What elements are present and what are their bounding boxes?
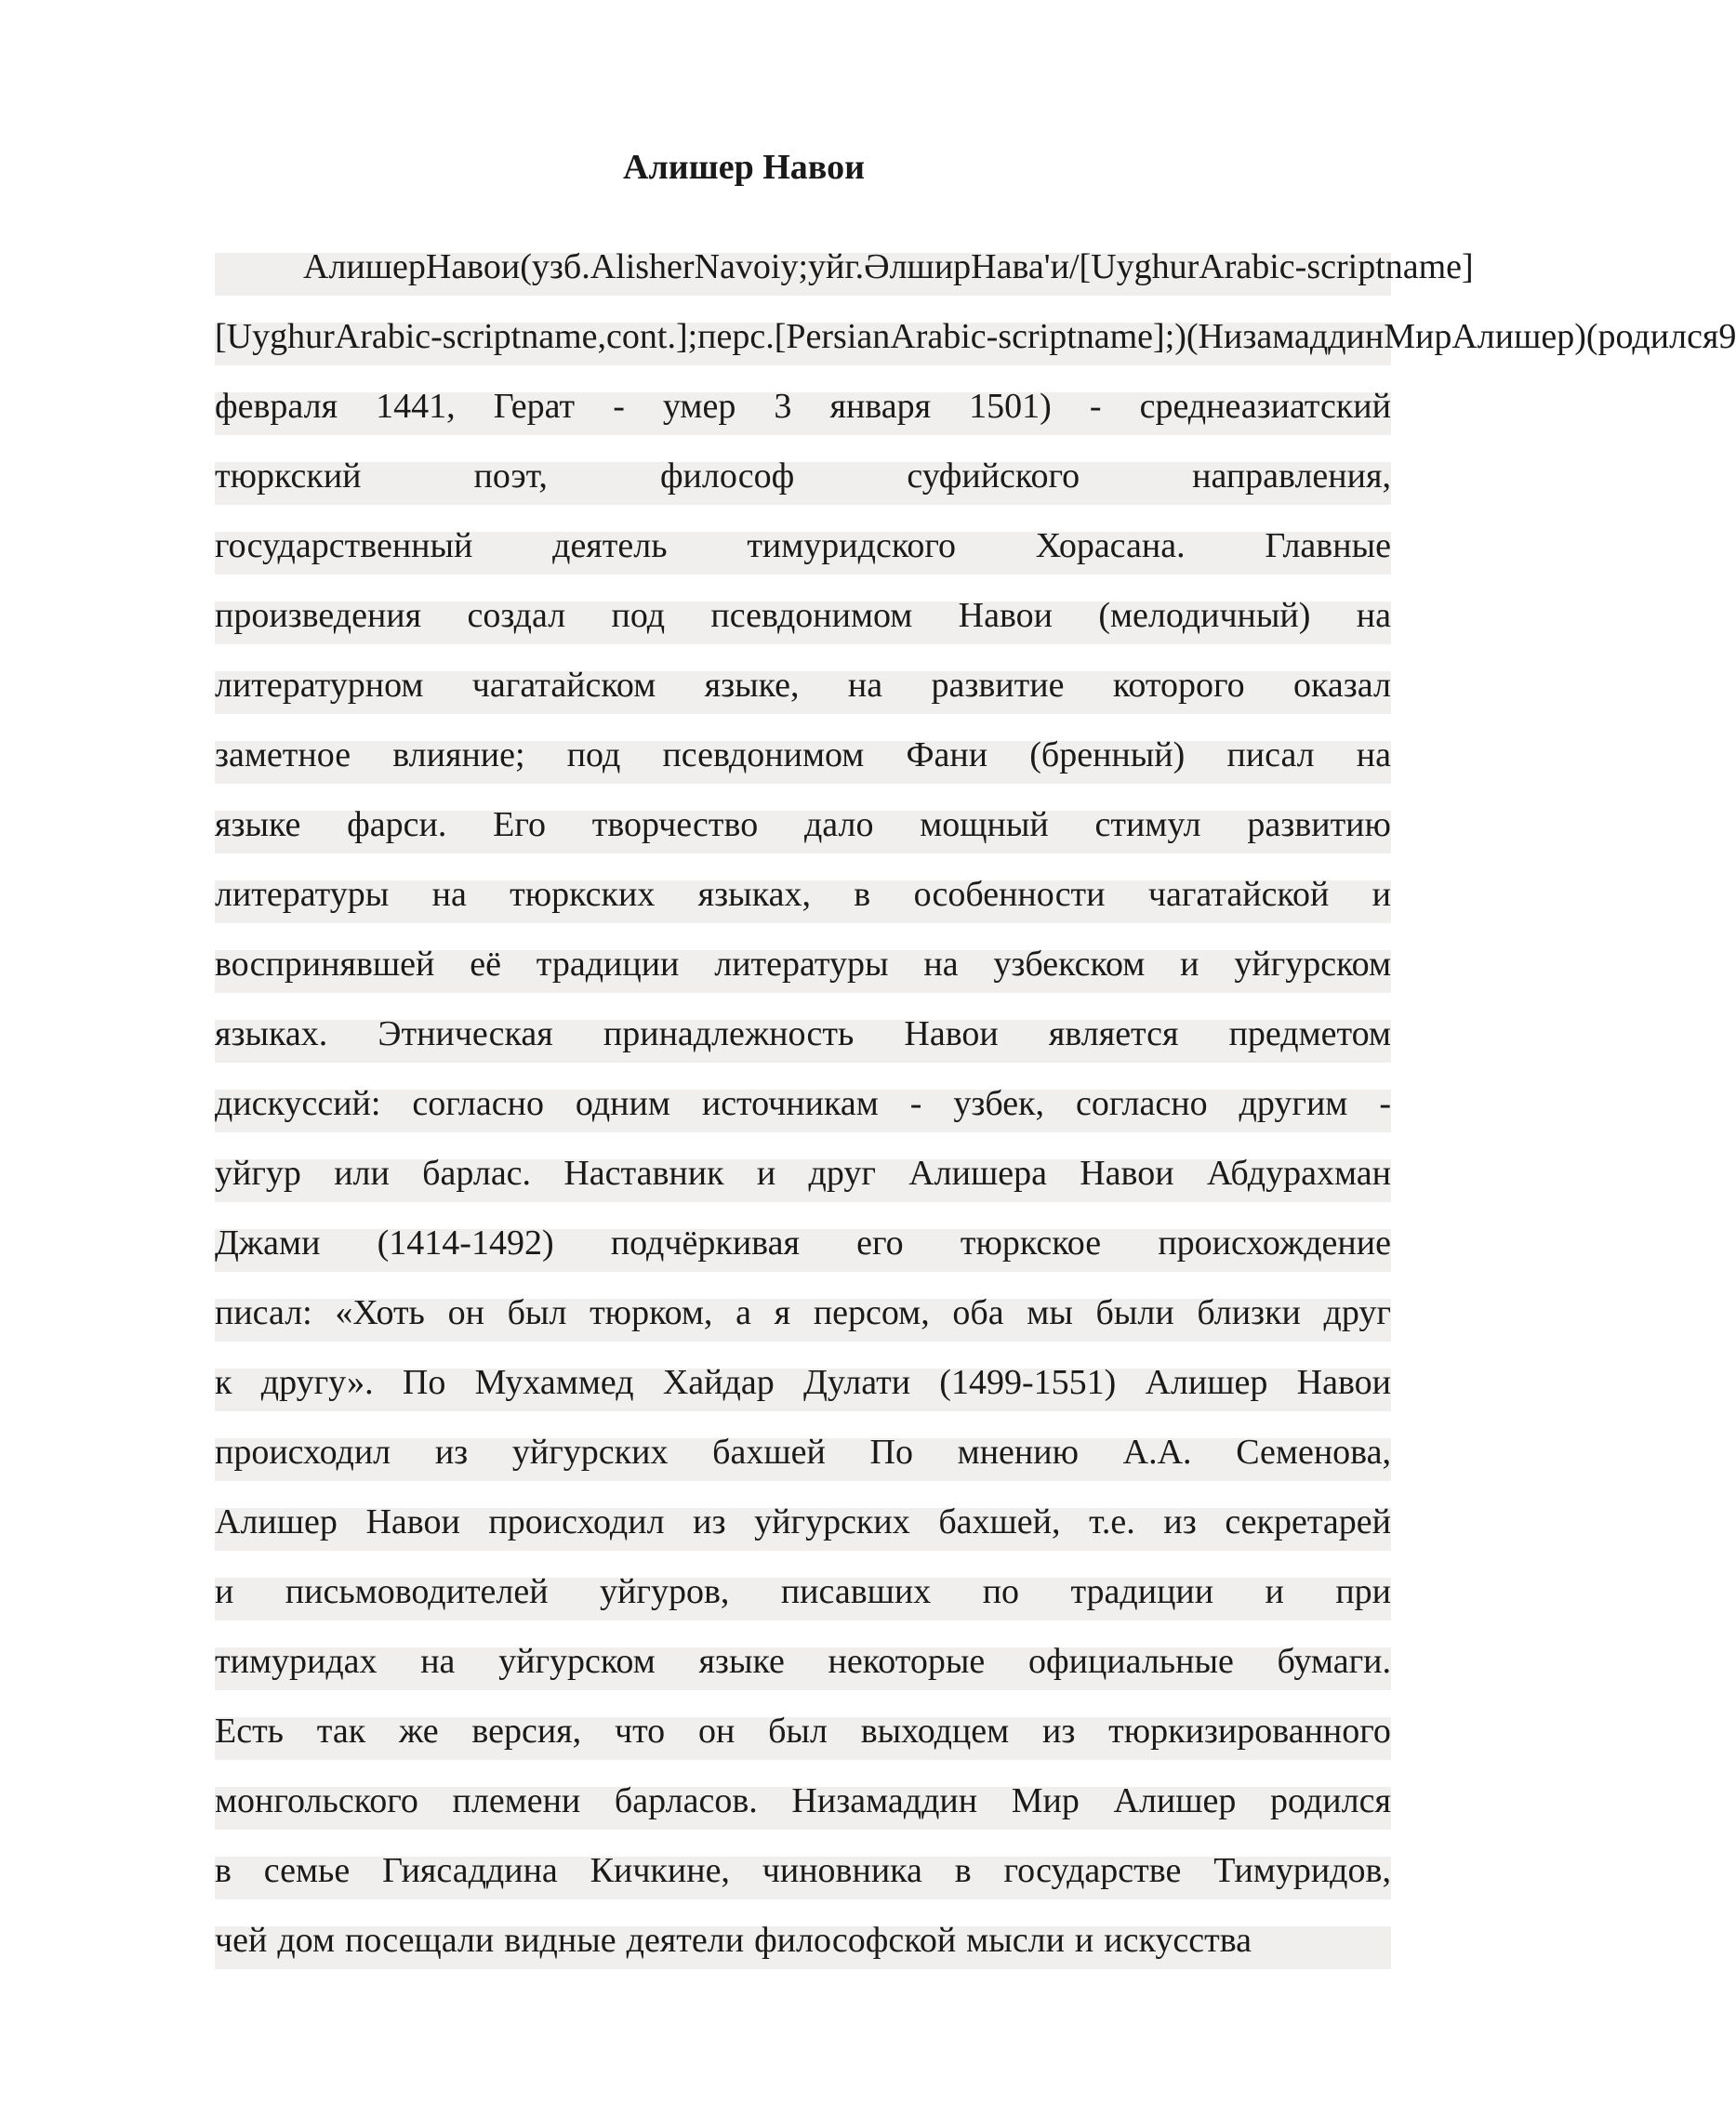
word: персом, xyxy=(813,1293,930,1332)
word: источникам xyxy=(701,1084,879,1123)
word: в xyxy=(215,1851,232,1890)
word: барлас. xyxy=(422,1154,532,1193)
paragraph-line xyxy=(215,1209,1391,1278)
word: тюркизированного xyxy=(1108,1712,1391,1751)
word: (1414-1492) xyxy=(377,1223,554,1263)
word: Навои xyxy=(904,1014,999,1053)
word: что xyxy=(614,1712,666,1751)
word: Герат xyxy=(493,387,576,426)
word: По xyxy=(869,1433,913,1472)
word: на xyxy=(923,945,959,984)
word: друг xyxy=(808,1154,876,1193)
word: заметное xyxy=(215,735,351,774)
word: Навои xyxy=(425,247,521,286)
word: одним xyxy=(575,1084,670,1123)
word: языках, xyxy=(697,875,811,914)
word: псевдонимом xyxy=(662,735,865,774)
word: литературы xyxy=(714,945,889,984)
word: и xyxy=(1265,1572,1284,1611)
word: Навои xyxy=(365,1502,460,1541)
word: псевдонимом xyxy=(710,596,913,635)
word: а xyxy=(735,1293,751,1332)
paragraph-line xyxy=(215,372,1391,442)
paragraph-line xyxy=(215,1836,1391,1906)
paragraph-line xyxy=(215,930,1391,999)
word: бахшей, xyxy=(938,1502,1061,1541)
word: января xyxy=(829,387,932,426)
word: развитие xyxy=(931,666,1065,705)
paragraph-line xyxy=(215,1348,1391,1418)
word: cont.]; xyxy=(606,317,698,356)
paragraph-line xyxy=(215,999,1391,1069)
word: Навои xyxy=(1296,1363,1391,1402)
word: и xyxy=(756,1154,776,1193)
word: философ xyxy=(659,456,795,496)
word: предметом xyxy=(1228,1014,1391,1053)
word: name];) xyxy=(1076,317,1186,356)
word: происхождение xyxy=(1158,1223,1391,1263)
word: Джами xyxy=(215,1223,321,1263)
word: оба xyxy=(952,1293,1004,1332)
word: письмоводителей xyxy=(285,1572,549,1611)
word: Мир xyxy=(1011,1781,1080,1820)
paragraph-line xyxy=(215,442,1391,511)
word: уйгуров, xyxy=(600,1572,730,1611)
word: Алишер xyxy=(1113,1781,1237,1820)
word: официальные xyxy=(1027,1642,1234,1681)
word: уйгурском xyxy=(1234,945,1391,984)
word: Хайдар xyxy=(662,1363,775,1402)
word: 1501) xyxy=(969,387,1052,426)
word: традиции xyxy=(536,945,680,984)
word: бахшей xyxy=(712,1433,826,1472)
word: Кичкине, xyxy=(590,1851,730,1890)
word: дало xyxy=(803,805,874,844)
paragraph-line xyxy=(215,302,1736,372)
word: поэт, xyxy=(473,456,548,496)
word: А.А. xyxy=(1122,1433,1192,1472)
paragraph-line xyxy=(215,1557,1391,1627)
word: перс. xyxy=(697,317,775,356)
word: и xyxy=(215,1572,234,1611)
word: некоторые xyxy=(828,1642,986,1681)
word: узбек, xyxy=(953,1084,1045,1123)
word: (мелодичный) xyxy=(1098,596,1311,635)
word: государственный xyxy=(215,526,473,565)
word: тимуридского xyxy=(747,526,957,565)
word: литературы xyxy=(215,875,390,914)
word: писал xyxy=(1226,735,1315,774)
word: чагатайской xyxy=(1147,875,1330,914)
word: посещали xyxy=(345,1921,495,1960)
word: и xyxy=(1074,1921,1094,1960)
word: февраля xyxy=(215,387,338,426)
word: Алишера xyxy=(908,1154,1047,1193)
word: мысли xyxy=(966,1921,1065,1960)
word: (1499-1551) xyxy=(939,1363,1117,1402)
word: Алишер) xyxy=(1451,317,1586,356)
word: друг xyxy=(1323,1293,1391,1332)
word: 9 xyxy=(1718,317,1736,356)
word: стимул xyxy=(1094,805,1201,844)
word: name] xyxy=(1385,247,1474,286)
word: происходил xyxy=(215,1433,391,1472)
word: другим xyxy=(1239,1084,1348,1123)
word: Navoiy; xyxy=(694,247,809,286)
word: Мухаммед xyxy=(474,1363,634,1402)
word: тюркский xyxy=(215,456,362,496)
word: тюркское xyxy=(960,1223,1102,1263)
word: суфийского xyxy=(907,456,1080,496)
word: тимуридах xyxy=(215,1642,378,1681)
paragraph-line xyxy=(215,1278,1391,1348)
word: подчёркивая xyxy=(610,1223,800,1263)
paragraph-line xyxy=(215,1697,1391,1766)
word: воспринявшей xyxy=(215,945,435,984)
word: - xyxy=(1379,1084,1391,1123)
word: мнению xyxy=(957,1433,1079,1472)
word: мощный xyxy=(920,805,1049,844)
paragraph-line xyxy=(215,721,1391,790)
word: из xyxy=(1041,1712,1076,1751)
paragraph-line xyxy=(215,1418,1391,1488)
word: деятель xyxy=(552,526,668,565)
word: в xyxy=(854,875,871,914)
word: Его xyxy=(493,805,546,844)
word: государстве xyxy=(1003,1851,1182,1890)
word: среднеазиатский xyxy=(1139,387,1391,426)
word: из xyxy=(1163,1502,1197,1541)
word: Мир xyxy=(1384,317,1452,356)
word: на xyxy=(847,666,883,705)
paragraph-line xyxy=(215,651,1391,721)
word: так xyxy=(316,1712,366,1751)
word: name, xyxy=(521,317,607,356)
word: - xyxy=(909,1084,922,1123)
word: под xyxy=(611,596,666,635)
word: создал xyxy=(467,596,566,635)
word: (родился xyxy=(1585,317,1719,356)
word: [Uyghur xyxy=(215,317,335,356)
word: деятели xyxy=(626,1921,745,1960)
word: влияние; xyxy=(392,735,525,774)
word: принадлежность xyxy=(603,1014,855,1053)
word: Семенова, xyxy=(1236,1433,1391,1472)
word: чей xyxy=(215,1921,268,1960)
word: версия, xyxy=(471,1712,582,1751)
word: писал: xyxy=(215,1293,312,1332)
word: был xyxy=(768,1712,828,1751)
word: происходил xyxy=(488,1502,665,1541)
word: уйгур xyxy=(215,1154,301,1193)
word: Наставник xyxy=(563,1154,724,1193)
word: чиновника xyxy=(762,1851,922,1890)
word: Гиясаддина xyxy=(382,1851,558,1890)
word: на xyxy=(1356,596,1391,635)
document-body xyxy=(215,232,1736,1976)
word: узбекском xyxy=(993,945,1146,984)
word: уйг. xyxy=(808,247,865,286)
word: традиции xyxy=(1070,1572,1214,1611)
word: из xyxy=(434,1433,469,1472)
word: Главные xyxy=(1265,526,1391,565)
word: Дулати xyxy=(802,1363,911,1402)
word: были xyxy=(1095,1293,1174,1332)
word: направления, xyxy=(1192,456,1391,496)
word: Тимуридов, xyxy=(1213,1851,1391,1890)
word: родился xyxy=(1270,1781,1391,1820)
word: племени xyxy=(452,1781,581,1820)
word: - xyxy=(1089,387,1102,426)
word: при xyxy=(1335,1572,1391,1611)
word: на xyxy=(431,875,467,914)
word: которого xyxy=(1112,666,1245,705)
word: её xyxy=(470,945,501,984)
word: барласов. xyxy=(614,1781,758,1820)
word: Фани xyxy=(906,735,988,774)
word: Алишер xyxy=(303,247,426,286)
word: Arabic-script xyxy=(1199,247,1385,286)
word: семье xyxy=(263,1851,351,1890)
word: философской xyxy=(754,1921,957,1960)
word: языке xyxy=(698,1642,785,1681)
word: произведения xyxy=(215,596,422,635)
paragraph-line xyxy=(215,581,1391,651)
word: Alisher xyxy=(590,247,695,286)
word: Алишер xyxy=(1145,1363,1268,1402)
word: в xyxy=(954,1851,972,1890)
word: же xyxy=(398,1712,439,1751)
paragraph-line xyxy=(215,1766,1391,1836)
paragraph-line xyxy=(215,232,1474,302)
paragraph-line xyxy=(215,860,1391,930)
word: секретарей xyxy=(1225,1502,1391,1541)
word: Әлшир xyxy=(864,247,972,286)
word: умер xyxy=(662,387,736,426)
word: Этническая xyxy=(378,1014,553,1053)
word: был xyxy=(507,1293,567,1332)
word: согласно xyxy=(412,1084,544,1123)
word: близки xyxy=(1197,1293,1301,1332)
word: - xyxy=(613,387,625,426)
paragraph-line xyxy=(215,790,1391,860)
word: или xyxy=(334,1154,390,1193)
word: Arabic-script xyxy=(890,317,1077,356)
word: к xyxy=(215,1363,232,1402)
word: из xyxy=(693,1502,726,1541)
word: на xyxy=(1356,735,1391,774)
word: 3 xyxy=(774,387,792,426)
word: другу». xyxy=(260,1363,374,1402)
word: Низамаддин xyxy=(791,1781,978,1820)
word: он xyxy=(447,1293,484,1332)
word: (бренный) xyxy=(1029,735,1186,774)
word: литературном xyxy=(215,666,424,705)
word: уйгурском xyxy=(498,1642,656,1681)
word: Навои xyxy=(1080,1154,1174,1193)
word: (узб. xyxy=(520,247,590,286)
word: и xyxy=(1180,945,1199,984)
word: и xyxy=(1372,875,1391,914)
word: писавших xyxy=(780,1572,932,1611)
word: Абдурахман xyxy=(1206,1154,1391,1193)
word: выходцем xyxy=(860,1712,1010,1751)
word: Нава'и/[Uyghur xyxy=(971,247,1199,286)
word: дом xyxy=(277,1921,335,1960)
word: развитию xyxy=(1247,805,1391,844)
word: мы xyxy=(1027,1293,1073,1332)
word: особенности xyxy=(913,875,1106,914)
word: Навои xyxy=(958,596,1053,635)
word: творчество xyxy=(591,805,759,844)
word: под xyxy=(566,735,621,774)
word: он xyxy=(697,1712,735,1751)
document-title: Алишер Навои xyxy=(623,148,865,187)
word: его xyxy=(856,1223,904,1263)
word: Алишер xyxy=(215,1502,338,1541)
word: т.е. xyxy=(1089,1502,1135,1541)
word: 1441, xyxy=(376,387,456,426)
word: тюрком, xyxy=(590,1293,713,1332)
word: бумаги. xyxy=(1277,1642,1391,1681)
word: «Хоть xyxy=(335,1293,425,1332)
paragraph-line xyxy=(215,1906,1391,1976)
paragraph-line xyxy=(215,1069,1391,1139)
word: уйгурских xyxy=(511,1433,669,1472)
word: тюркских xyxy=(510,875,656,914)
word: Хорасана. xyxy=(1035,526,1186,565)
paragraph-line xyxy=(215,1627,1391,1697)
word: оказал xyxy=(1292,666,1391,705)
word: на xyxy=(420,1642,456,1681)
word: согласно xyxy=(1076,1084,1208,1123)
paragraph-line xyxy=(215,511,1391,581)
word: я xyxy=(774,1293,791,1332)
word: [Persian xyxy=(774,317,891,356)
word: по xyxy=(982,1572,1020,1611)
word: чагатайском xyxy=(471,666,656,705)
word: видные xyxy=(504,1921,616,1960)
word: (Низамаддин xyxy=(1186,317,1385,356)
paragraph-line xyxy=(215,1488,1391,1557)
word: фарси. xyxy=(347,805,447,844)
word: Есть xyxy=(215,1712,285,1751)
word: монгольского xyxy=(215,1781,418,1820)
word: языках. xyxy=(215,1014,328,1053)
word: языке, xyxy=(704,666,800,705)
word: является xyxy=(1048,1014,1179,1053)
word: языке xyxy=(215,805,301,844)
word: искусства xyxy=(1104,1921,1252,1960)
word: По xyxy=(402,1363,446,1402)
paragraph-line xyxy=(215,1139,1391,1209)
word: дискуссий: xyxy=(215,1084,381,1123)
word: Arabic-script xyxy=(334,317,522,356)
word: уйгурских xyxy=(754,1502,910,1541)
